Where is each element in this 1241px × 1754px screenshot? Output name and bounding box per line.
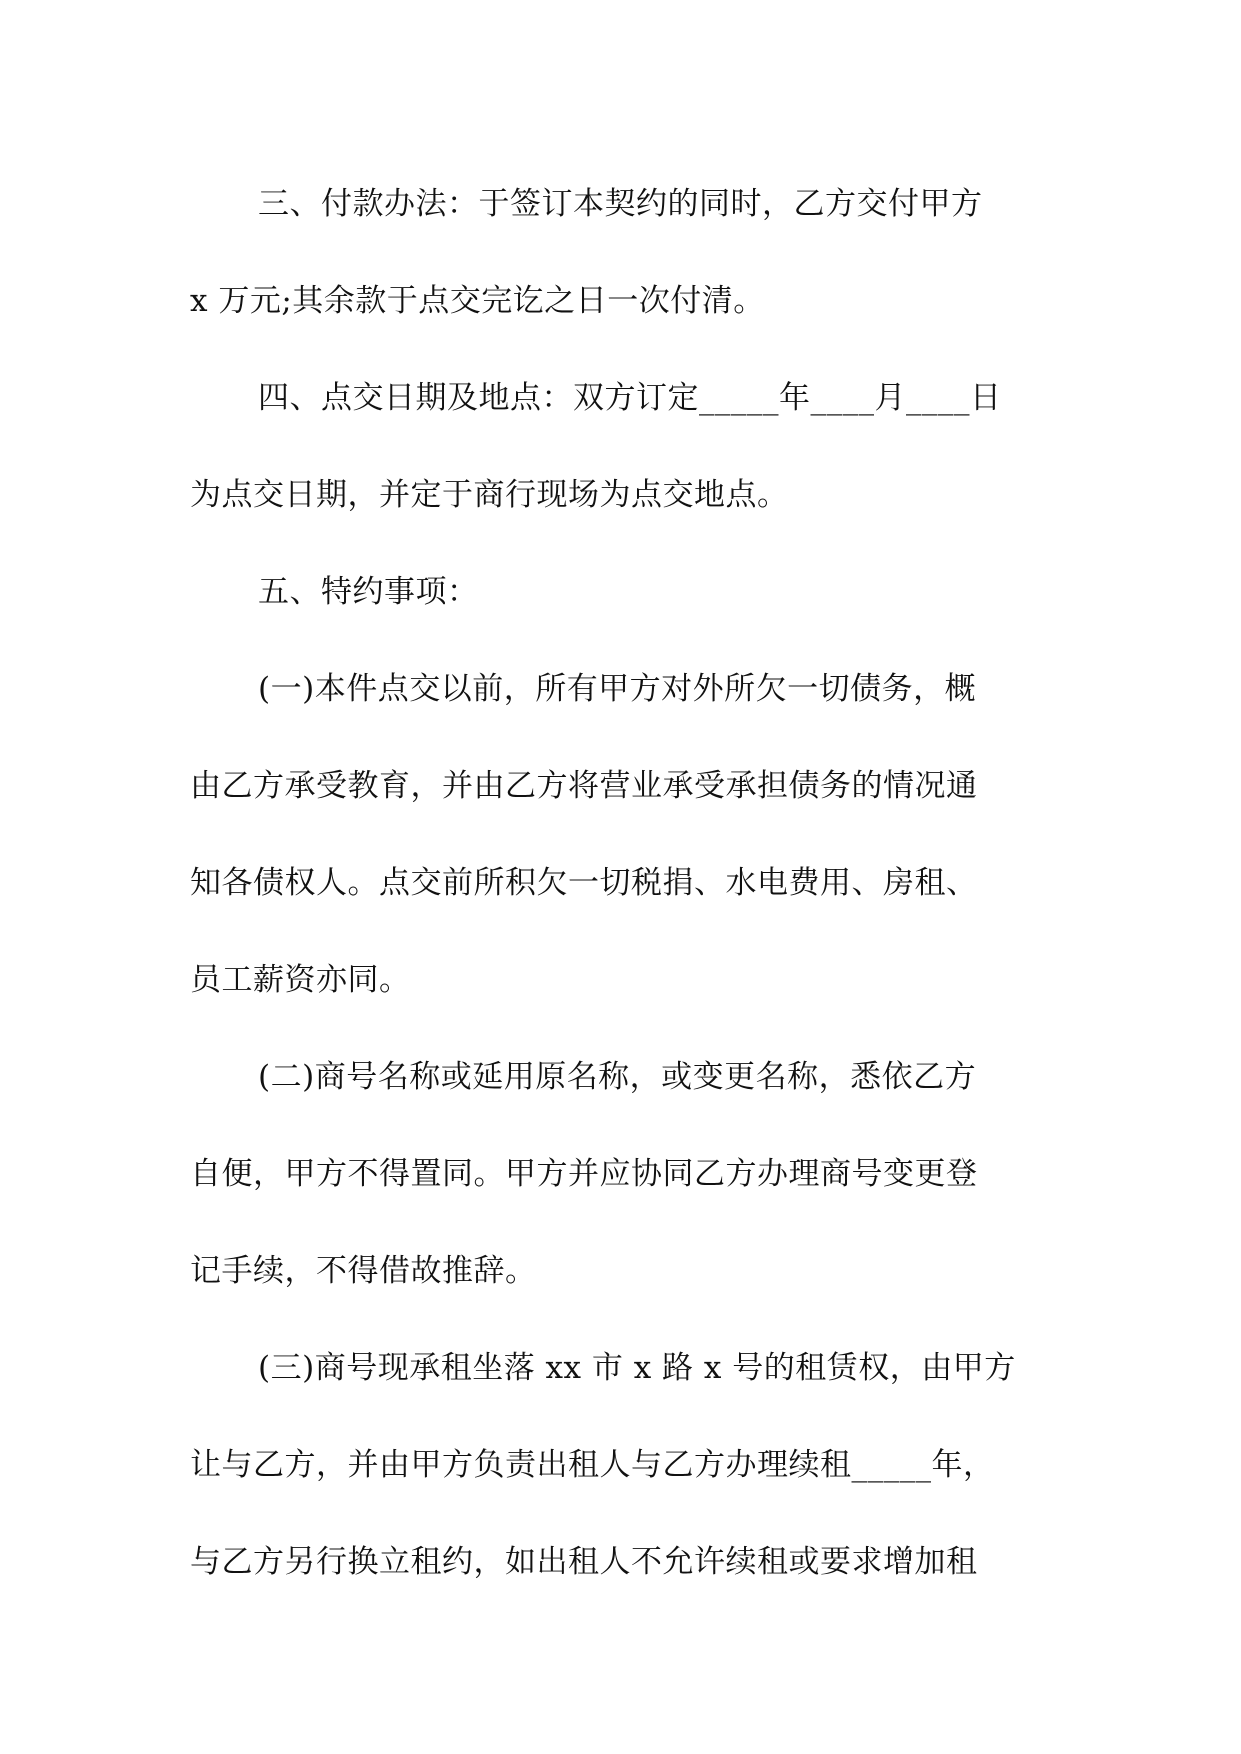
item-2-line-3: 记手续，不得借故推辞。 bbox=[190, 1253, 537, 1289]
clause-3-payment-line-1: 三、付款办法：于签订本契约的同时，乙方交付甲方 bbox=[258, 186, 983, 222]
item-2-line-2: 自便，甲方不得置同。甲方并应协同乙方办理商号变更登 bbox=[190, 1156, 978, 1192]
clause-5-heading: 五、特约事项： bbox=[258, 574, 479, 610]
item-1-line-3: 知各债权人。点交前所积欠一切税捐、水电费用、房租、 bbox=[190, 865, 978, 901]
item-3-line-2: 让与乙方，并由甲方负责出租人与乙方办理续租_____年， bbox=[190, 1447, 995, 1483]
item-3-line-1: (三)商号现承租坐落 xx 市 x 路 x 号的租赁权，由甲方 bbox=[258, 1350, 1016, 1386]
item-2-line-1: (二)商号名称或延用原名称，或变更名称，悉依乙方 bbox=[258, 1059, 977, 1095]
clause-4-handover-line-2: 为点交日期，并定于商行现场为点交地点。 bbox=[190, 477, 789, 513]
item-1-line-1: (一)本件点交以前，所有甲方对外所欠一切债务，概 bbox=[258, 671, 977, 707]
item-1-line-4: 员工薪资亦同。 bbox=[190, 962, 411, 998]
clause-4-handover-line-1: 四、点交日期及地点：双方订定_____年____月____日 bbox=[258, 380, 1002, 416]
item-1-line-2: 由乙方承受教育，并由乙方将营业承受承担债务的情况通 bbox=[190, 768, 978, 804]
item-3-line-3: 与乙方另行换立租约，如出租人不允许续租或要求增加租 bbox=[190, 1544, 978, 1580]
clause-3-payment-line-2: x 万元;其余款于点交完讫之日一次付清。 bbox=[190, 283, 765, 319]
